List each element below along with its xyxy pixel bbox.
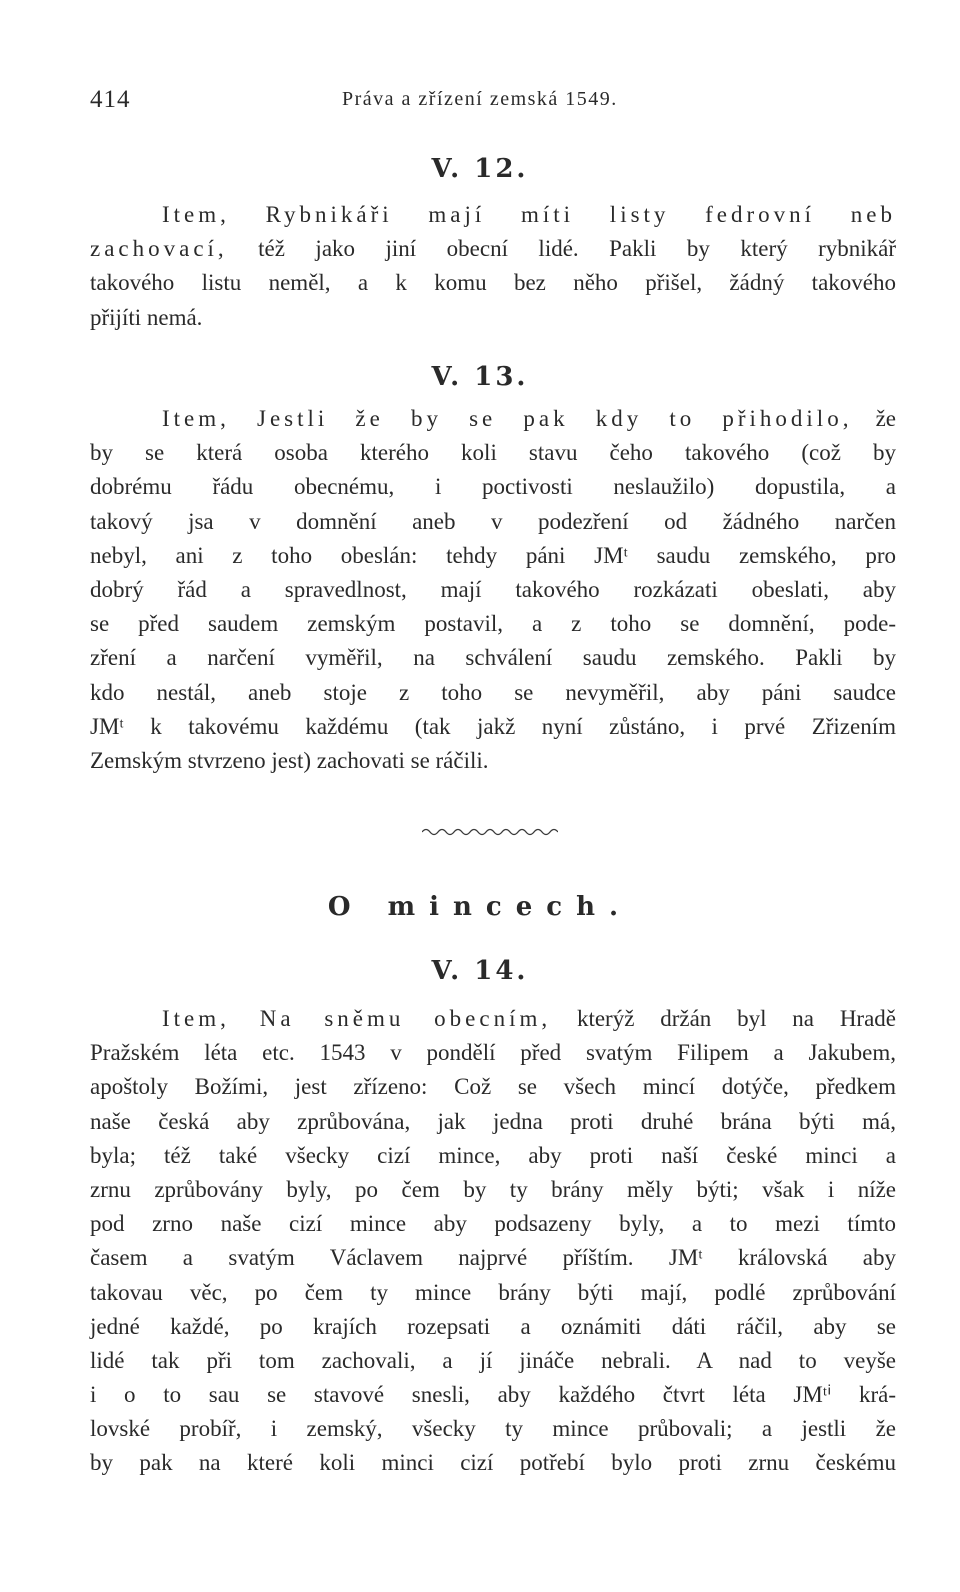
section-heading-12: V. 12. bbox=[431, 154, 529, 184]
text-line: dobrému řádu obecnému, i poctivosti neslaužilo) dopustila, a bbox=[90, 474, 896, 500]
text-line: Item, Rybnikáři mají míti listy fedrovní neb bbox=[162, 202, 896, 227]
text-line: byla; též také všecky cizí mince, aby proti naší české minci a bbox=[90, 1142, 896, 1168]
text-line: lidé tak při tom zachovali, a jí jináče nebrali. A nad to veyše bbox=[90, 1347, 896, 1373]
text-line: kdo nestál, aneb stoje z toho se nevyměřil, aby páni saudce bbox=[90, 679, 896, 705]
text-line: Zemským stvrzeno jest) zachovati se ráčili. bbox=[90, 747, 489, 773]
wavy-divider bbox=[422, 826, 558, 838]
text-line: takovau věc, po čem ty mince brány býti mají, podlé zprůbování bbox=[90, 1279, 896, 1305]
text-line: apoštoly Božími, jest zřízeno: Což se všech mincí dotýče, předkem bbox=[90, 1074, 896, 1100]
text-line: zření a narčení vyměřil, na schválení saudu zemského. Pakli by bbox=[90, 645, 896, 671]
text-line: Item, Jestli že by se pak kdy to přihodilo, že bbox=[162, 406, 896, 431]
paragraph-section-12 bbox=[90, 198, 896, 335]
text-line: i o to sau se stavové snesli, aby každého čtvrt léta JMᵗⁱ krá- bbox=[90, 1382, 896, 1408]
running-title: Práva a zřízení zemská 1549. bbox=[342, 88, 618, 110]
text-line: lovské probíř, i zemský, všecky ty mince průbovali; a jestli že bbox=[90, 1416, 896, 1442]
chapter-title: O mincech. bbox=[327, 892, 633, 922]
section-heading-13: V. 13. bbox=[431, 362, 529, 392]
text-line: JMᵗ k takovému každému (tak jakž nyní zůstáno, i prvé Zřizením bbox=[90, 713, 896, 739]
text-line: zrnu zprůbovány byly, po čem by ty brány měly býti; však i níže bbox=[90, 1176, 896, 1202]
paragraph-section-13 bbox=[90, 402, 896, 778]
text-line: zachovací, též jako jiní obecní lidé. Pakli by který rybnikář bbox=[90, 236, 896, 262]
text-line: naše česká aby zprůbována, jak jedna proti druhé brána býti má, bbox=[90, 1108, 896, 1134]
text-line: takový jsa v domnění aneb v podezření od žádného narčen bbox=[90, 508, 896, 534]
text-line: Pražském léta etc. 1543 v pondělí před svatým Filipem a Jakubem, bbox=[90, 1040, 896, 1066]
section-heading-14: V. 14. bbox=[431, 956, 529, 986]
text-line: takového listu neměl, a k komu bez něho přišel, žádný takového bbox=[90, 270, 896, 296]
text-line: by pak na které koli minci cizí potřebí bylo proti zrnu českému bbox=[90, 1450, 896, 1476]
running-head bbox=[90, 86, 890, 120]
text-line: dobrý řád a spravedlnost, mají takového rozkázati obeslati, aby bbox=[90, 576, 896, 602]
text-line: by se která osoba kterého koli stavu čeho takového (což by bbox=[90, 440, 896, 466]
text-line: nebyl, ani z toho obeslán: tehdy páni JMᵗ saudu zemského, pro bbox=[90, 542, 896, 568]
text-line: jedné každé, po krajích rozepsati a oznámiti dáti ráčil, aby se bbox=[90, 1313, 896, 1339]
text-line: se před saudem zemským postavil, a z toho se domnění, pode- bbox=[90, 611, 896, 637]
paragraph-section-14 bbox=[90, 1002, 896, 1481]
text-line: přijíti nemá. bbox=[90, 304, 203, 330]
text-line: časem a svatým Václavem najprvé příštím. JMᵗ královská aby bbox=[90, 1245, 896, 1271]
text-line: pod zrno naše cizí mince aby podsazeny byly, a to mezi tímto bbox=[90, 1211, 896, 1237]
page-number: 414 bbox=[90, 86, 131, 113]
text-line: Item, Na sněmu obecním, kterýž držán byl na Hradě bbox=[162, 1006, 897, 1031]
